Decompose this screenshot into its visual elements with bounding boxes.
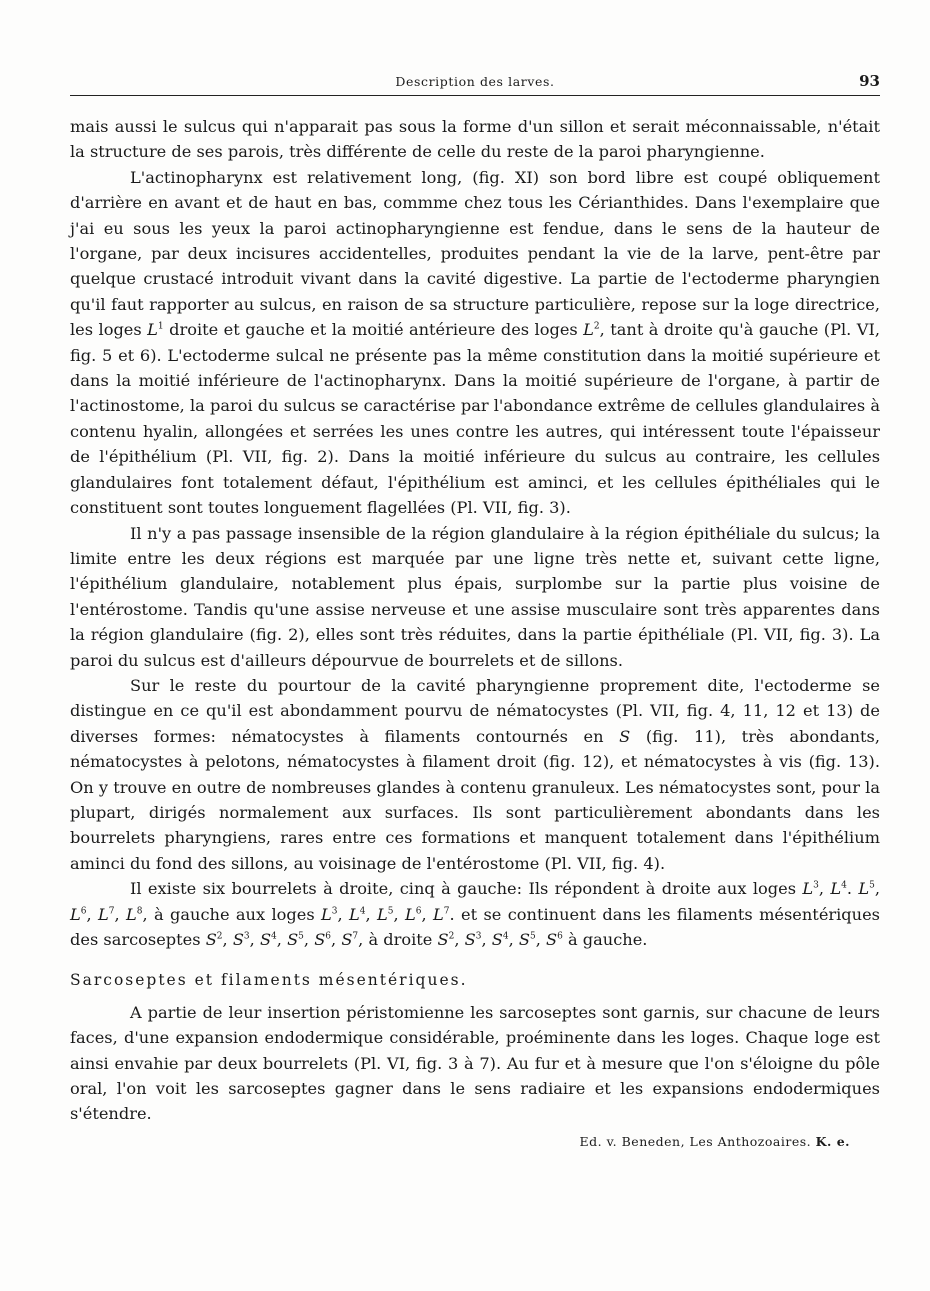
italic-symbol: L xyxy=(70,904,81,924)
superscript: 6 xyxy=(325,931,332,942)
italic-symbol: S xyxy=(546,930,558,949)
italic-symbol: S xyxy=(205,930,217,949)
italic-symbol: S xyxy=(341,930,353,949)
italic-symbol: L xyxy=(126,904,137,924)
text-run: , xyxy=(222,930,233,949)
text-run: , à gauche aux loges xyxy=(142,904,322,924)
superscript: 3 xyxy=(243,931,250,942)
text-run: , xyxy=(303,930,315,949)
text-run: , xyxy=(86,904,98,924)
text-run: , xyxy=(818,879,831,899)
body-text xyxy=(70,114,880,1127)
text-run: , xyxy=(114,904,126,924)
italic-symbol: L xyxy=(98,904,109,924)
text-run: . et se continuent dans les filaments mésentériques des sarcoseptes xyxy=(70,904,880,949)
superscript: 7 xyxy=(443,906,450,917)
text-run: A partie de leur insertion péristomienne les sarcoseptes sont garnis, sur chacune de leurs faces, d'une expansion endodermique considérable, proéminente dans les loges. Chaque loge est ainsi envahie par deux bourrelets (Pl. VI, fig. 3 à 7). Au fur et à mesure que l'on s'éloigne du pôle oral, l'on voit les sarcoseptes gagner dans le sens radiaire et les expansions endodermiques s'étendre. xyxy=(70,1002,880,1124)
italic-symbol: S xyxy=(619,726,631,746)
text-run: , xyxy=(454,930,465,949)
paragraph-list xyxy=(70,114,880,952)
superscript: 5 xyxy=(298,931,304,942)
superscript: 6 xyxy=(557,931,563,942)
text-run: droite et gauche et la moitié antérieure des loges xyxy=(163,320,584,340)
italic-symbol: L xyxy=(433,904,444,924)
italic-symbol: L xyxy=(405,904,416,924)
italic-symbol: S xyxy=(464,930,476,949)
paragraph xyxy=(70,673,880,876)
superscript: 6 xyxy=(415,906,422,917)
section-heading: Sarcoseptes et filaments mésentériques. xyxy=(70,971,468,990)
text-run: , xyxy=(249,930,260,949)
superscript: 4 xyxy=(841,880,847,891)
text-run: Il n'y a pas passage insensible de la région glandulaire à la région épithéliale du sulcus; la limite entre les deux régions est marquée par une ligne très nette et, suivant cette ligne, l'épithélium glandulaire, notablement plus épais, surplombe sur la partie plus voisine de l'entérostome. Tandis qu'une assise nerveuse et une assise musculaire sont très apparentes dans la région glandulaire (fig. 2), elles sont très réduites, dans la partie épithéliale (Pl. VII, fig. 3). La paroi du sulcus est d'ailleurs dépourvue de bourrelets et de sillons. xyxy=(70,523,880,670)
text-run: L'actinopharynx est relativement long, (fig. XI) son bord libre est coupé obliquement d'arrière en avant et de haut en bas, commme chez tous les Cérianthides. Dans l'exemplaire que j'ai eu sous les yeux la paroi actinopharyngienne est fendue, dans le sens de la hauteur de l'organe, par deux incisures accidentelles, produites pendant la vie de la larve, pent-être par quelque crustacé introduit vivant dans la cavité digestive. La partie de l'ectoderme pharyngien qu'il faut rapporter au sulcus, en raison de sa structure particulière, repose sur la loge directrice, les loges xyxy=(70,167,880,340)
header-rule xyxy=(70,95,880,96)
text-run: , xyxy=(535,930,546,949)
italic-symbol: S xyxy=(437,930,449,949)
text-run: , xyxy=(874,879,880,899)
italic-symbol: L xyxy=(377,904,388,924)
italic-symbol: L xyxy=(321,904,332,924)
italic-symbol: L xyxy=(802,879,814,899)
superscript: 4 xyxy=(271,931,277,942)
superscript: 7 xyxy=(108,906,115,917)
italic-symbol: S xyxy=(518,930,530,949)
superscript: 2 xyxy=(593,321,600,332)
italic-symbol: L xyxy=(147,320,158,340)
text-run: , xyxy=(331,930,342,949)
superscript: 5 xyxy=(387,906,394,917)
italic-symbol: S xyxy=(232,930,244,949)
text-run: Il existe six bourrelets à droite, cinq à gauche: Ils répondent à droite aux loges xyxy=(130,879,803,899)
text-run: (fig. 11), très abondants, nématocystes à pelotons, nématocystes à filament droit (fig. 12), et nématocystes à vis (fig. 13). On y trouve en outre de nombreuses glandes à contenu granuleux. Les nématocystes sont, pour la plupart, dirigés normalement aux surfaces. Ils sont particulièrement abondants dans les bourrelets pharyngiens, rares entre ces formations et manquent totalement dans l'épithélium aminci du fond des sillons, au voisinage de l'entérostome (Pl. VII, fig. 4). xyxy=(70,726,880,873)
signature-text: Ed. v. Beneden, Les Anthozoaires. xyxy=(579,1134,812,1149)
paragraph xyxy=(70,1000,880,1127)
italic-symbol: L xyxy=(858,879,870,899)
italic-symbol: S xyxy=(287,930,299,949)
italic-symbol: L xyxy=(349,904,360,924)
superscript: 4 xyxy=(502,931,509,942)
superscript: 6 xyxy=(80,906,87,917)
superscript: 3 xyxy=(331,906,338,917)
running-title: Description des larves. xyxy=(395,74,555,89)
text-run: , xyxy=(365,904,378,924)
italic-symbol: L xyxy=(830,879,842,899)
text-run: . xyxy=(846,879,859,899)
page-number: 93 xyxy=(859,72,880,90)
text-run: , xyxy=(508,930,519,949)
signature-mark: K. e. xyxy=(815,1134,850,1149)
italic-symbol: L xyxy=(583,320,594,340)
paragraph xyxy=(70,165,880,521)
text-run: , à droite xyxy=(358,930,438,949)
text-run: , xyxy=(393,904,406,924)
paragraph xyxy=(70,876,880,952)
text-run: à gauche. xyxy=(562,930,648,949)
signature-line xyxy=(580,1134,850,1149)
superscript: 7 xyxy=(352,931,359,942)
paragraph xyxy=(70,521,880,673)
superscript: 8 xyxy=(136,906,143,917)
superscript: 2 xyxy=(216,931,223,942)
superscript: 1 xyxy=(157,321,164,332)
section-paragraph-list xyxy=(70,1000,880,1127)
italic-symbol: S xyxy=(314,930,326,949)
text-run: , xyxy=(421,904,434,924)
text-run: , xyxy=(276,930,288,949)
italic-symbol: S xyxy=(491,930,503,949)
superscript: 2 xyxy=(448,931,455,942)
superscript: 5 xyxy=(529,931,536,942)
superscript: 4 xyxy=(359,906,366,917)
superscript: 5 xyxy=(869,880,875,891)
text-run: , xyxy=(337,904,350,924)
italic-symbol: S xyxy=(259,930,272,949)
paragraph xyxy=(70,114,880,165)
running-header xyxy=(70,74,880,94)
superscript: 3 xyxy=(813,880,819,891)
text-run: mais aussi le sulcus qui n'apparait pas sous la forme d'un sillon et serait méconnaissable, n'était la structure de ses parois, très différente de celle du reste de la paroi pharyngienne. xyxy=(70,117,880,162)
text-run: Sur le reste du pourtour de la cavité pharyngienne proprement dite, l'ectoderme se distingue en ce qu'il est abondamment pourvu de nématocystes (Pl. VII, fig. 4, 11, 12 et 13) de diverses formes: nématocystes à filaments contournés en xyxy=(70,675,880,746)
superscript: 3 xyxy=(475,931,482,942)
text-run: , xyxy=(481,930,492,949)
text-run: , tant à droite qu'à gauche (Pl. VI, fig. 5 et 6). L'ectoderme sulcal ne présente pas la même constitution dans la moitié supérieure et dans la moitié inférieure de l'actinopharynx. Dans la moitié supérieure de l'organe, à partir de l'actinostome, la paroi du sulcus se caractérise par l'abondance extrême de cellules glandulaires à contenu hyalin, allongées et serrées les unes contre les autres, qui intéressent toute l'épaisseur de l'épithélium (Pl. VII, fig. 2). Dans la moitié inférieure du sulcus au contraire, les cellules glandulaires font totalement défaut, l'épithélium est aminci, et les cellules épithéliales qui le constituent sont toutes longuement flagellées (Pl. VII, fig. 3). xyxy=(70,320,880,518)
